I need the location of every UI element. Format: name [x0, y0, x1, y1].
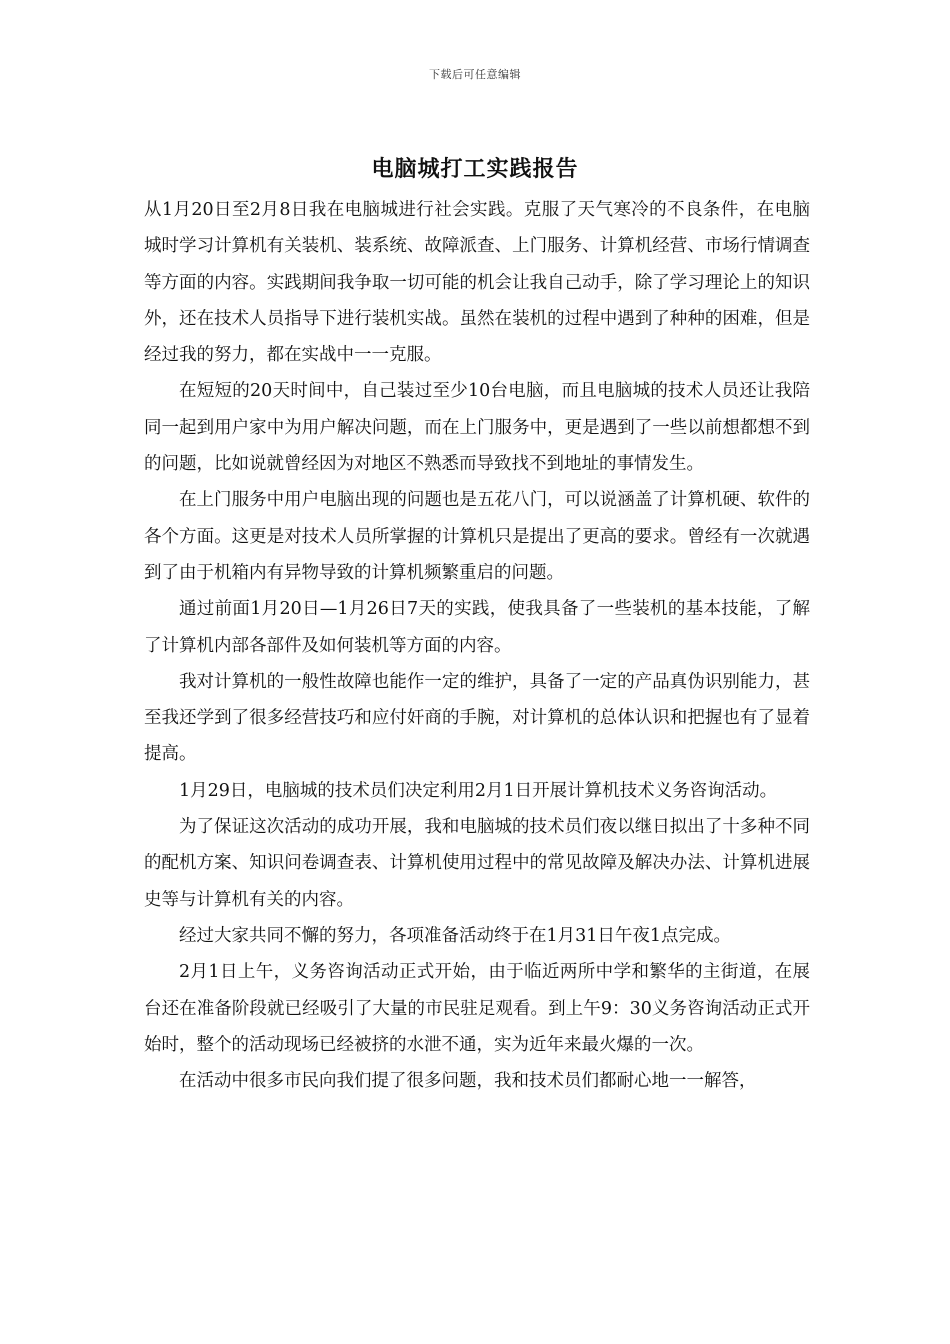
- paragraph-7: 为了保证这次活动的成功开展，我和电脑城的技术员们夜以继日拟出了十多种不同的配机方案、知识问卷调查表、计算机使用过程中的常见故障及解决办法、计算机进展史等与计算机有关的内容。: [144, 817, 810, 910]
- paragraph-5: 我对计算机的一般性故障也能作一定的维护，具备了一定的产品真伪识别能力，甚至我还学到了很多经营技巧和应付奸商的手腕，对计算机的总体认识和把握也有了显着提高。: [144, 671, 810, 765]
- paragraph-2: 在短短的20天时间中，自己装过至少10台电脑，而且电脑城的技术人员还让我陪同一起到用户家中为用户解决问题，而在上门服务中，更是遇到了一些以前想都想不到的问题，比如说就曾经因为对地区不熟悉而导致找不到地址的事情发生。: [144, 381, 810, 475]
- paragraph-1: 从1月20日至2月8日我在电脑城进行社会实践。克服了天气寒冷的不良条件，在电脑城时学习计算机有关装机、装系统、故障派查、上门服务、计算机经营、市场行情调查等方面的内容。实践期间我争取一切可能的机会让我自己动手，除了学习理论上的知识外，还在技术人员指导下进行装机实战。虽然在装机的过程中遇到了种种的困难，但是经过我的努力，都在实战中一一克服。: [144, 200, 810, 366]
- paragraph-4: 通过前面1月20日—1月26日7天的实践，使我具备了一些装机的基本技能，了解了计算机内部各部件及如何装机等方面的内容。: [144, 599, 810, 656]
- paragraph-6: 1月29日，电脑城的技术员们决定利用2月1日开展计算机技术义务咨询活动。: [179, 780, 778, 801]
- paragraph-10: 在活动中很多市民向我们提了很多问题，我和技术员们都耐心地一一解答，: [179, 1071, 757, 1092]
- header-note: 下载后可任意编辑: [429, 68, 521, 81]
- document-title: 电脑城打工实践报告: [371, 156, 579, 182]
- paragraph-8: 经过大家共同不懈的努力，各项准备活动终于在1月31日午夜1点完成。: [179, 925, 732, 946]
- document-body: [144, 192, 810, 1099]
- paragraph-3: 在上门服务中用户电脑出现的问题也是五花八门，可以说涵盖了计算机硬、软件的各个方面。这更是对技术人员所掌握的计算机只是提出了更高的要求。曾经有一次就遇到了由于机箱内有异物导致的计算机频繁重启的问题。: [144, 490, 810, 583]
- paragraph-9: 2月1日上午，义务咨询活动正式开始，由于临近两所中学和繁华的主街道，在展台还在准备阶段就已经吸引了大量的市民驻足观看。到上午9：30义务咨询活动正式开始时，整个的活动现场已经被挤的水泄不通，实为近年来最火爆的一次。: [144, 962, 810, 1055]
